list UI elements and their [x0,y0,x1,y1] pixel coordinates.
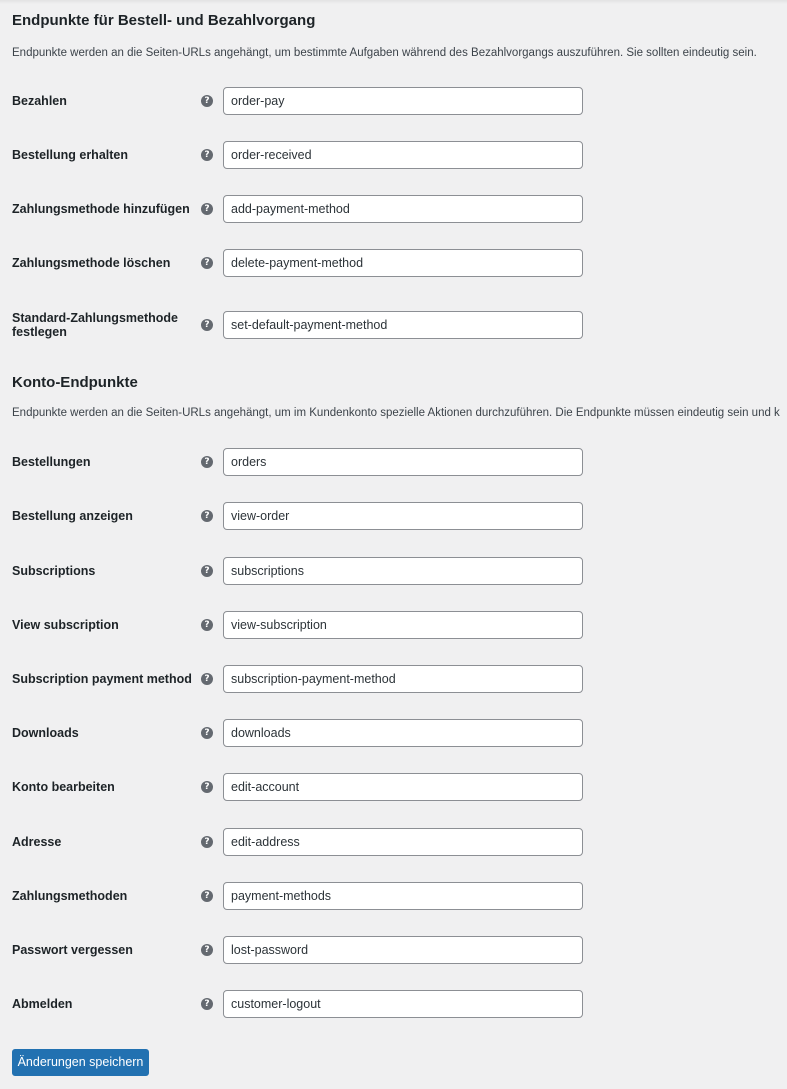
lost-password-endpoint-input[interactable] [223,936,583,964]
help-icon[interactable]: ? [201,149,213,161]
field-label: Bestellung anzeigen [12,509,133,523]
field-row-downloads [0,719,787,747]
field-row-add-payment-method [0,195,787,223]
field-row-customer-logout [0,990,787,1018]
help-icon[interactable]: ? [201,727,213,739]
field-row-delete-payment-method [0,249,787,277]
field-row-orders [0,448,787,476]
field-label: Standard-Zahlungsmethode festlegen [12,311,178,339]
field-label: Zahlungsmethode löschen [12,256,171,270]
view-order-endpoint-input[interactable] [223,502,583,530]
field-row-view-order [0,502,787,530]
account-endpoints-description: Endpunkte werden an die Seiten-URLs angehängt, um im Kundenkonto spezielle Aktionen durchzuführen. Die Endpunkte müssen eindeutig sein und k [12,407,780,419]
order-pay-endpoint-input[interactable] [223,87,583,115]
payment-methods-endpoint-input[interactable] [223,882,583,910]
field-row-order-pay [0,87,787,115]
field-label: View subscription [12,618,119,632]
field-label: Downloads [12,726,79,740]
field-label: Bezahlen [12,94,67,108]
field-label: Zahlungsmethode hinzufügen [12,202,190,216]
downloads-endpoint-input[interactable] [223,719,583,747]
field-label: Passwort vergessen [12,943,133,957]
checkout-endpoints-heading: Endpunkte für Bestell- und Bezahlvorgang [12,12,316,29]
help-icon[interactable]: ? [201,998,213,1010]
field-label: Konto bearbeiten [12,780,115,794]
field-row-subscriptions [0,557,787,585]
help-icon[interactable]: ? [201,944,213,956]
field-row-lost-password [0,936,787,964]
field-label: Adresse [12,835,62,849]
edit-account-endpoint-input[interactable] [223,773,583,801]
order-received-endpoint-input[interactable] [223,141,583,169]
help-icon[interactable]: ? [201,319,213,331]
subscription-payment-method-endpoint-input[interactable] [223,665,583,693]
help-icon[interactable]: ? [201,456,213,468]
account-endpoints-heading: Konto-Endpunkte [12,374,138,391]
save-changes-button[interactable]: Änderungen speichern [12,1049,149,1076]
help-icon[interactable]: ? [201,836,213,848]
help-icon[interactable]: ? [201,619,213,631]
field-row-subscription-payment-method [0,665,787,693]
field-row-edit-account [0,773,787,801]
top-shadow [0,0,787,4]
field-label: Zahlungsmethoden [12,889,128,903]
help-icon[interactable]: ? [201,565,213,577]
set-default-payment-method-endpoint-input[interactable] [223,311,583,339]
edit-address-endpoint-input[interactable] [223,828,583,856]
help-icon[interactable]: ? [201,510,213,522]
help-icon[interactable]: ? [201,673,213,685]
field-row-order-received [0,141,787,169]
subscriptions-endpoint-input[interactable] [223,557,583,585]
field-label: Bestellungen [12,455,91,469]
customer-logout-endpoint-input[interactable] [223,990,583,1018]
field-row-edit-address [0,828,787,856]
help-icon[interactable]: ? [201,203,213,215]
field-label: Subscription payment method [12,672,192,686]
field-label: Subscriptions [12,564,96,578]
add-payment-method-endpoint-input[interactable] [223,195,583,223]
field-row-set-default-payment-method [0,311,787,339]
help-icon[interactable]: ? [201,781,213,793]
field-row-payment-methods [0,882,787,910]
field-row-view-subscription [0,611,787,639]
help-icon[interactable]: ? [201,257,213,269]
help-icon[interactable]: ? [201,95,213,107]
help-icon[interactable]: ? [201,890,213,902]
view-subscription-endpoint-input[interactable] [223,611,583,639]
delete-payment-method-endpoint-input[interactable] [223,249,583,277]
field-label: Bestellung erhalten [12,148,128,162]
orders-endpoint-input[interactable] [223,448,583,476]
field-label: Abmelden [12,997,73,1011]
checkout-endpoints-description: Endpunkte werden an die Seiten-URLs angehängt, um bestimmte Aufgaben während des Bezahlvorgangs auszuführen. Sie sollten eindeutig sein. [12,47,757,59]
